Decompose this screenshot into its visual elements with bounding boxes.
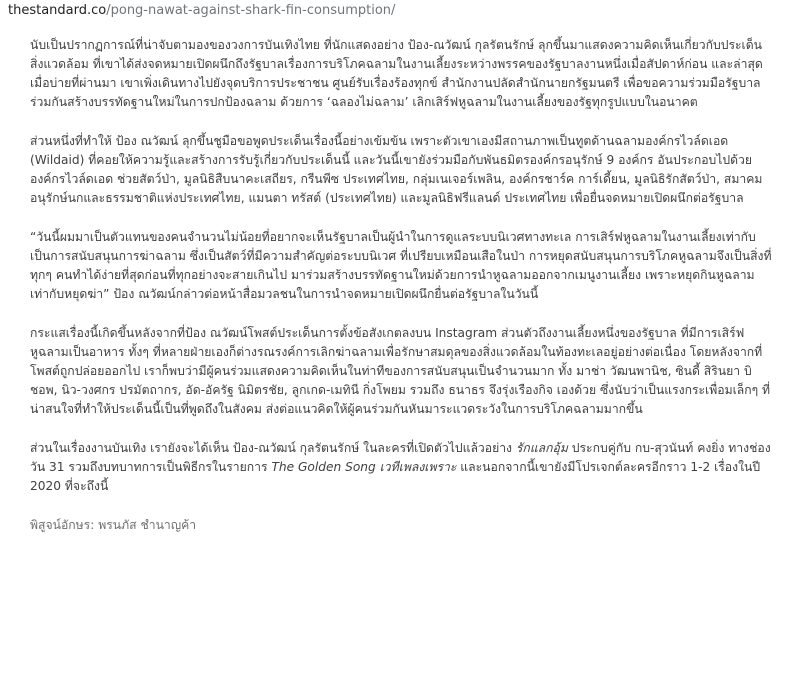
url-host: thestandard.co bbox=[8, 3, 107, 18]
address-bar[interactable] bbox=[0, 0, 800, 22]
show-title: The Golden Song เวทีเพลงเพราะ bbox=[271, 460, 457, 474]
article-paragraph-2: ส่วนหนึ่งที่ทำให้ ป้อง ณวัฒน์ ลุกขึ้นชูมือขอพูดประเด็นเรื่องนี้อย่างเข้มข้น เพราะตัวเขาเองมีสถานภาพเป็นทูตด้านฉลามองค์กรไวล์ดเอด (Wildaid) ที่คอยให้ความรู้และสร้างการรับรู้เกี่ยวกับประเด็นนี้ และวันนี้เขายังร่วมมือกับพันธมิตรองค์กรอนุรักษ์ 9 องค์กร อันประกอบไปด้วย องค์กรไวล์ดเอด ช่วยสัตว์ป่า, มูลนิธิสืบนาคะเสถียร, กรีนพีซ ประเทศไทย, กลุ่มเนเจอร์เพลิน, องค์กรชาร์ค การ์เดี้ยน, มูลนิธิรักสัตว์ป่า, สมาคมอนุรักษ์นกและธรรมชาติแห่งประเทศไทย, แมนตา ทรัสต์ (ประเทศไทย) และมูลนิธิฟรีแลนด์ ประเทศไทย เพื่อยื่นจดหมายเปิดผนึกต่อรัฐบาล bbox=[30, 134, 763, 205]
paragraph-5-text-b: ประกบคู่กับ กบ-สุวนันท์ คงยิ่ง ทางช่องวัน 31 รวมถึงบทบาทการเป็นพิธีกรในรายการ bbox=[30, 441, 771, 474]
article-paragraph-4: กระแสเรื่องนี้เกิดขึ้นหลังจากที่ป้อง ณวัฒน์โพสต์ประเด็นการตั้งข้อสังเกตลงบน Instagram ส่วนตัวถึงงานเลี้ยงหนึ่งของรัฐบาล ที่มีการเสิร์ฟหูฉลามเป็นอาหาร ทั้งๆ ที่หลายฝ่ายเองก็ต่างรณรงค์การเลิกฆ่าฉลามเพื่อรักษาสมดุลของสิ่งแวดล้อมในท้องทะเลอยู่อย่างต่อเนื่อง โดยหลังจากที่โพสต์ถูกปล่อยออกไป เราก็พบว่ามีผู้คนร่วมแสดงความคิดเห็นในท่าทีของการสนับสนุนเป็นจำนวนมาก ทั้ง มาช่า วัฒนพานิช, ซินดี้ สิรินยา บิชอพ, นิว-วงศกร ปรมัตถากร, อัด-อัครัฐ นิมิตรชัย, ลูกเกด-เมทินี กิ่งโพยม รวมถึง ธนาธร จึงรุ่งเรืองกิจ เองด้วย ซึ่งนับว่าเป็นแรงกระเพื่อมเล็กๆ ที่น่าสนใจที่ทำให้ประเด็นนี้เป็นที่พูดถึงในสังคม ส่งต่อแนวคิดให้ผู้คนร่วมกันหันมาระแวดระวังในการบริโภคฉลามมากขึ้น bbox=[30, 326, 771, 416]
paragraph-5-text-c: และนอกจากนี้เขายังมีโปรเจกต์ละครอีกราว 1-2 เรื่องในปี 2020 ที่จะถึงนี้ bbox=[30, 460, 761, 493]
paragraph-5-text-a: ส่วนในเรื่องงานบันเทิง เรายังจะได้เห็น ป้อง-ณวัฒน์ กุลรัตนรักษ์ ในละครที่เปิดตัวไปแล้วอย่าง bbox=[30, 441, 516, 455]
article-paragraph-3: “วันนี้ผมมาเป็นตัวแทนของคนจำนวนไม่น้อยที่อยากจะเห็นรัฐบาลเป็นผู้นำในการดูแลระบบนิเวศทางทะเล การเสิร์ฟหูฉลามในงานเลี้ยงเท่ากับเป็นการสนับสนุนการฆ่าฉลาม ซึ่งเป็นสัตว์ที่มีความสำคัญต่อระบบนิเวศ ที่เปรียบเหมือนเสือในป่า การหยุดสนับสนุนการบริโภคหูฉลามจึงเป็นสิ่งที่ทุกๆ คนทำได้ง่ายที่สุดก่อนที่ทุกอย่างจะสายเกินไป มาร่วมสร้างบรรทัดฐานใหม่ด้วยการนำหูฉลามออกจากเมนูงานเลี้ยง เพราะหยุดกินหูฉลาม เท่ากับหยุดฆ่า” ป้อง ณวัฒน์กล่าวต่อหน้าสื่อมวลชนในการนำจดหมายเปิดผนึกยื่นต่อรัฐบาลในวันนี้ bbox=[30, 230, 772, 301]
article-paragraph-5 bbox=[30, 439, 775, 496]
article-body bbox=[30, 36, 775, 535]
article-paragraph-1: นับเป็นปรากฏการณ์ที่น่าจับตามองของวงการบันเทิงไทย ที่นักแสดงอย่าง ป้อง-ณวัฒน์ กุลรัตนรักษ์ ลุกขึ้นมาแสดงความคิดเห็นเกี่ยวกับประเด็นสิ่งแวดล้อม ที่เขาได้ส่งจดหมายเปิดผนึกถึงรัฐบาลเรื่องการบริโภคฉลามในงานเลี้ยงระหว่างพรรคของรัฐบาลงานหนึ่งเมื่อสัปดาห์ก่อน และล่าสุดเมื่อบ่ายที่ผ่านมา เขาเพิ่งเดินทางไปยังจุดบริการประชาชน ศูนย์รับเรื่องร้องทุกข์ สำนักงานปลัดสำนักนายกรัฐมนตรี เพื่อขอความร่วมมือรัฐบาลร่วมกันสร้างบรรทัดฐานใหม่ในการปกป้องฉลาม ด้วยการ ‘ฉลองไม่ฉลาม’ เลิกเสิร์ฟหูฉลามในงานเลี้ยงของรัฐทุกรูปแบบในอนาคต bbox=[30, 38, 763, 109]
proofreader-credit: พิสูจน์อักษร: พรนภัส ชำนาญค้า bbox=[30, 518, 197, 532]
drama-title: รักแลกอุ้ม bbox=[515, 441, 568, 455]
url-path: /pong-nawat-against-shark-fin-consumption/ bbox=[106, 3, 396, 18]
